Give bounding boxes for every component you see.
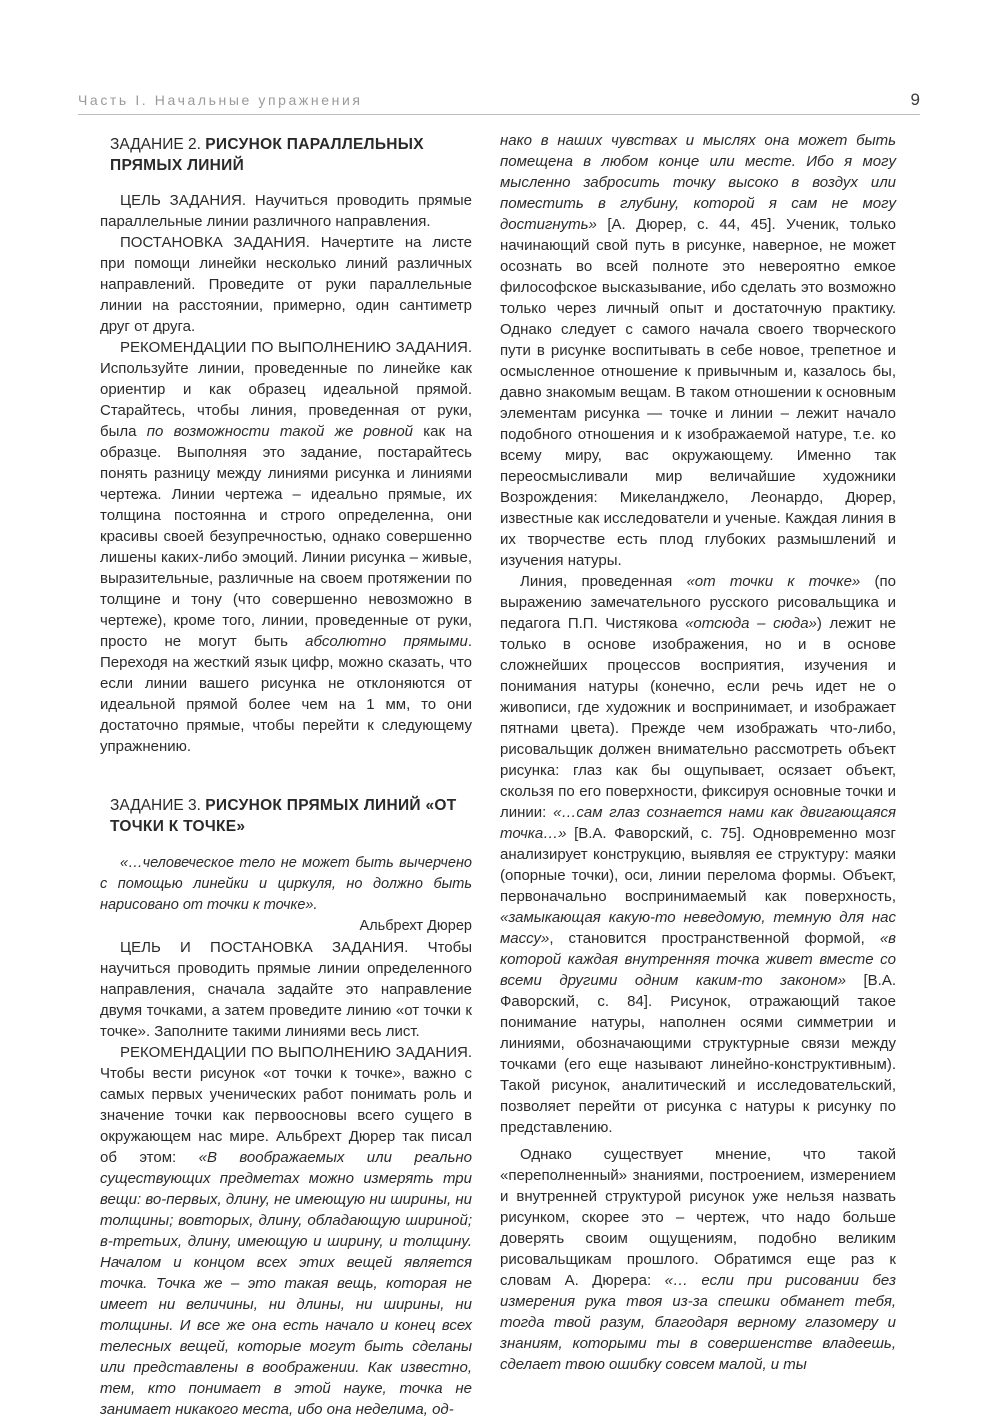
task-2-prefix: ЗАДАНИЕ 2. — [110, 136, 206, 153]
right-column — [500, 130, 896, 1375]
durer-quote-continued: нако в наших чувствах и мыслях она может быть помещена в любом конце или месте. Ибо я могу мысленно забросить точку высоко в воздух или поместить в глубину, которой я сам не могу достигнуть» — [500, 132, 896, 233]
task-3-prefix: ЗАДАНИЕ 3. — [110, 797, 206, 814]
text-run: [В.А. Фаворский, с. 84]. Рисунок, отражающий такое понимание натуры, наполнен осями симметрии и линиями, обозначающими структурные связи между точками (его еще называют линейно-конструктивным). Такой рисунок, аналитический и исследовательский, позволяет перейти от рисунка с натуры к рисунку по представлению. — [500, 972, 896, 1136]
text-run: [В.А. Фаворский, с. 75]. Одновременно мозг анализирует конструкцию, выявляя ее структуру: маяки (опорные точки), оси, линии перелома формы. Объект, первоначально воспринимаемый как поверхность, — [500, 825, 896, 905]
text-run: РЕКОМЕНДАЦИИ ПО ВЫПОЛНЕНИЮ ЗАДАНИЯ. Чтобы вести рисунок «от точки к точке», важно с самых первых ученических работ понимать роль и значение точки как первоосновы всего сущего в окружающем нас мире. Альбрехт Дюрер так писал об этом: — [100, 1044, 472, 1166]
italic-run: «… если при рисовании без измерения рука твоя из-за спешки обманет тебя, тогда твой разум, благодаря верному глазомеру и знаниям, которыми ты в совершенстве владеешь, сделает твою ошибку совсем малой, и ты — [500, 1272, 896, 1373]
italic-run: «отсюда – сюда» — [685, 615, 817, 632]
task-2-goal: ЦЕЛЬ ЗАДАНИЯ. Научиться проводить прямые параллельные линии различного направления. — [100, 192, 472, 230]
text-run: РЕКОМЕНДАЦИИ ПО ВЫПОЛНЕНИЮ ЗАДАНИЯ. Используйте линии, проведенные по линейке как ориентир и как образец идеальной прямой. Старайтесь, чтобы линия, проведенная от руки, была — [100, 339, 472, 440]
italic-run: по возможности такой же ровной — [146, 423, 414, 440]
paragraph-line-point-to-point — [500, 571, 896, 1138]
text-run: , становится пространственной формой, — [549, 930, 880, 947]
epigraph-author: Альбрехт Дюрер — [359, 918, 472, 934]
page-header — [78, 84, 920, 115]
task-2-heading — [110, 134, 472, 176]
italic-run: абсолютно прямыми — [305, 633, 468, 650]
text-run: Линия, проведенная — [520, 573, 687, 590]
task-3-recommendations — [100, 1042, 472, 1420]
paragraph-continued — [500, 130, 896, 571]
text-run: (по выражению замечательного русского рисовальщика и педагога П.П. Чистякова — [500, 573, 896, 632]
task-2-recommendations — [100, 337, 472, 757]
epigraph-quote: «…человеческое тело не может быть вычерчено с помощью линейки и циркуля, но должно быть нарисовано от точки к точке». — [100, 855, 472, 913]
task-3-title: РИСУНОК ПРЯМЫХ ЛИНИЙ «ОТ ТОЧКИ К ТОЧКЕ» — [110, 797, 457, 835]
text-run: Однако существует мнение, что такой «переполненный» знаниями, построением, измерением и внутренней структурой рисунок уже нельзя назвать рисунком, скорее это – чертеж, что надо больше доверять своим ощущениям, подобно великим рисовальщикам прошлого. Обратимся еще раз к словам А. Дюрера: — [500, 1146, 896, 1289]
task-2-title: РИСУНОК ПАРАЛЛЕЛЬНЫХ ПРЯМЫХ ЛИНИЙ — [110, 136, 424, 174]
task-2-setup: ПОСТАНОВКА ЗАДАНИЯ. Начертите на листе при помощи линейки несколько линий различных направлений. Проведите от руки параллельные линии на расстоянии, примерно, один сантиметр друг от друга. — [100, 234, 472, 335]
italic-run: «…сам глаз сознается нами как двигающаяся точка…» — [500, 804, 896, 842]
italic-run: «от точки к точке» — [686, 573, 861, 590]
paragraph-opinion — [500, 1144, 896, 1375]
task-3-goal: ЦЕЛЬ И ПОСТАНОВКА ЗАДАНИЯ. Чтобы научиться проводить прямые линии определенного направления, сначала задайте это направление двумя точками, а затем проведите линию «от точки к точке». Заполните такими линиями весь лист. — [100, 939, 472, 1040]
left-column — [100, 130, 472, 1420]
durer-quote: «В воображаемых или реально существующих предметах можно измерять три вещи: во-первых, длину, не имеющую ни ширины, ни толщины; вовторых, длину, обладающую шириной; в-третьих, длину, имеющую и ширину, и толщину. Началом и концом всех этих вещей является точка. Точка же – это такая вещь, которая не имеет ни величины, ни длины, ни ширины, ни толщины. И все же она есть начало и конец всех телесных вещей, которые могут быть сделаны или представлены в воображении. Как известно, тем, кто понимает в этой науке, точка не занимает никакого места, ибо она неделима, од- — [100, 1149, 473, 1418]
italic-run: «замыкающая какую-то неведомую, темную для нас массу» — [500, 909, 896, 947]
italic-run: «в которой каждая внутренняя точка живет вместе со всеми другими одним каким-то законом» — [500, 930, 896, 989]
task-3-heading — [110, 795, 472, 837]
text-run: [А. Дюрер, с. 44, 45]. Ученик, только начинающий свой путь в рисунке, наверное, не может осознать во всей полноте это невероятно емкое философское высказывание, ибо сделать это возможно только через личный опыт и достаточную практику. Однако следует с самого начала своего творческого пути в рисунке воспитывать в себе новое, трепетное и осмысленное отношение к привычным и, казалось бы, давно знакомым вещам. В таком отношении к основным элементам рисунка — точке и линии – лежит начало подобного отношения и к изображаемой натуре, т.е. ко всему миру, вас окружающему. Именно так переосмысливали мир величайшие художники Возрождения: Микеланджело, Леонардо, Дюрер, известные как исследователи и ученые. Каждая линия в их творчестве есть плод глубоких размышлений и изучения натуры. — [500, 216, 896, 569]
text-run: . Переходя на жесткий язык цифр, можно сказать, что если линии вашего рисунка не отклоняются от идеальной прямой более чем на 1 мм, то они достаточно прямые, чтобы перейти к следующему упражнению. — [100, 633, 472, 755]
running-head: Часть I. Начальные упражнения — [78, 92, 363, 108]
text-run: ) лежит не только в основе изображения, но и в основе сложнейших процессов восприятия, изучения и понимания натуры (конечно, если речь идет не о живописи, где художник и воспринимает, и изображает пятнами цвета). Прежде чем изображать что-либо, рисовальщик должен внимательно рассмотреть объект рисунка: глаз как бы ощупывает, осязает объект, скользя по его поверхности, фиксируя основные точки и линии: — [500, 615, 896, 821]
page-number: 9 — [910, 90, 920, 109]
text-run: как на образце. Выполняя это задание, постарайтесь понять разницу между линиями рисунка и линиями чертежа. Линии чертежа – идеально прямые, их толщина постоянна и строго определенна, они красивы своей безупречностью, однако совершенно лишены каких-либо эмоций. Линии рисунка – живые, выразительные, различные на своем протяжении по толщине и тону (что совершенно невозможно в чертеже), кроме того, линии, проведенные от руки, просто не могут быть — [100, 423, 472, 650]
